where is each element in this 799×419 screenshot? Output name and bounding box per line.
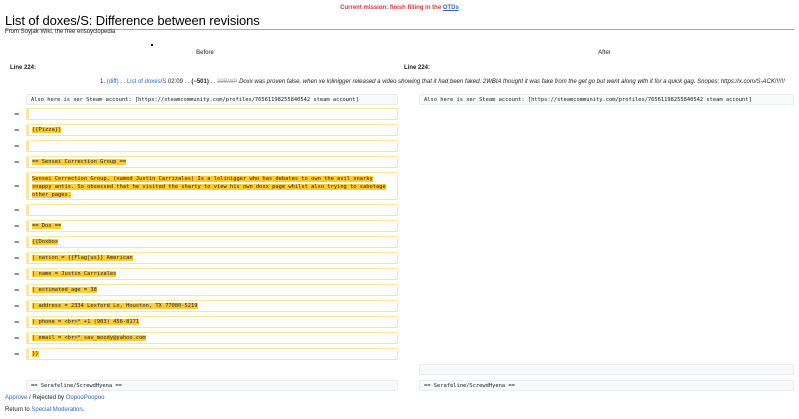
page-title: List of doxes/S: Difference between revisions (5, 13, 260, 28)
deleted-line (26, 220, 398, 232)
deleted-line (26, 332, 398, 344)
deletion-marker: − (14, 237, 20, 247)
revision-time: 02:09 (167, 79, 183, 85)
mission-link[interactable]: OTDs (442, 5, 459, 11)
after-header: After (598, 50, 611, 56)
deleted-line (26, 284, 398, 296)
deletion-marker: − (14, 157, 20, 167)
deletion-marker: − (14, 333, 20, 343)
line-number-right: Line 224: (404, 65, 431, 71)
edit-summary: Doxx was proven false, when xe lolinigger released a video showing that it had been faked. 2WBIA thought it was fake from the get go but went along with it for a quick gag. Snopes: https://x.com/S-ACK!!!!!! (239, 79, 785, 85)
deletion-marker: − (14, 141, 20, 151)
dot (151, 44, 153, 46)
deleted-line (26, 252, 398, 264)
deletion-marker: − (14, 221, 20, 231)
deleted-text: {{Pizza}} (32, 127, 62, 133)
return-line: Return to Special:Moderation. (5, 407, 85, 413)
context-line-right: Also here is xer Steam account: [https://steamcommunity.com/profiles/76561198255840542 steam account] (419, 94, 794, 105)
deleted-text: | phone = <br>* +1 (903) 456-8171 (32, 319, 140, 325)
context-bottom-right: == Serafeline/ScrewdHyena == (419, 380, 794, 391)
deleted-text: Sensei Correction Group, (named Justin Carrizales) Is a lolinigger who has debates to own the evil snarky snappy antis. So obsessed that he visited the sharty to view his own doxx page whilst also trying to sabotage other pages. (32, 176, 386, 198)
empty-added-cell (419, 364, 794, 375)
mission-banner (0, 5, 799, 11)
context-bottom-left: == Serafeline/ScrewdHyena == (26, 380, 398, 391)
return-text: Return to (5, 407, 32, 413)
page-subtitle: From Soyjak Wiki, the free ensoyclopedia (5, 29, 116, 35)
deletion-marker: − (14, 301, 20, 311)
deleted-line (26, 236, 398, 248)
title-divider (5, 29, 794, 30)
deleted-line (26, 348, 398, 360)
deleted-text: | address = 2334 Lexford Ln, Houston, TX 77080-5219 (32, 303, 198, 309)
deleted-line (26, 204, 398, 216)
revision-info: 1. (diff) . . List of doxes/S 02:09 . . (−501) . . 39BWP Doxx was proven false, when xe lolinigger released a video showing that it had been faked. 2WBIA thought it was fake from the get go but went along with it for a quick gag. Snopes: https://x.com/S-ACK!!!!!! (100, 79, 785, 85)
deletion-marker: − (14, 317, 20, 327)
deleted-text: == Dox == (32, 223, 62, 229)
deleted-text: | estimated_age = 38 (32, 287, 97, 293)
deleted-line (26, 140, 398, 152)
deletion-marker: − (14, 349, 20, 359)
approve-link[interactable]: Approve (5, 395, 28, 401)
moderation-status (5, 395, 104, 401)
context-line-left: Also here is xer Steam account: [https://steamcommunity.com/profiles/76561198255840542 steam account] (26, 94, 398, 105)
line-number-left: Line 224: (10, 65, 37, 71)
deleted-text: | email = <br>* sav_moody@yahoo.com (32, 335, 146, 341)
deleted-line (26, 172, 398, 200)
deleted-line (26, 300, 398, 312)
deleted-line (26, 316, 398, 328)
separator: . . (118, 79, 127, 85)
deletion-marker: − (14, 253, 20, 263)
deletion-marker: − (14, 125, 20, 135)
return-link[interactable]: Special:Moderation (31, 407, 83, 413)
rejected-by-text: / Rejected by (27, 395, 66, 401)
diff-link[interactable]: (diff) (106, 79, 119, 85)
page-link[interactable]: List of doxes/S (126, 79, 167, 85)
deleted-line (26, 156, 398, 168)
revision-index: 1. (100, 79, 106, 85)
deletion-marker: − (14, 109, 20, 119)
deleted-text: | name = Justin Carrizales (32, 271, 117, 277)
rejected-user-link[interactable]: OopooPoopoo (65, 395, 105, 401)
deletion-marker: − (14, 285, 20, 295)
before-header: Before (196, 50, 214, 56)
deletion-marker: − (14, 205, 20, 215)
mission-text: Current mission: finish filling in the (340, 5, 443, 11)
deleted-line (26, 268, 398, 280)
deleted-text: | nation = {{Flag|us}} American (32, 255, 133, 261)
size-change: (−501) (191, 79, 209, 85)
deleted-line (26, 108, 398, 120)
deleted-text: }} (32, 351, 39, 357)
deleted-text: {{Doxbox (32, 239, 58, 245)
revision-user[interactable]: 39BWP (217, 79, 238, 85)
deletion-marker: − (14, 181, 20, 191)
deleted-text: == Sensei Correction Group == (32, 159, 127, 165)
deleted-line (26, 124, 398, 136)
deletion-marker: − (14, 269, 20, 279)
